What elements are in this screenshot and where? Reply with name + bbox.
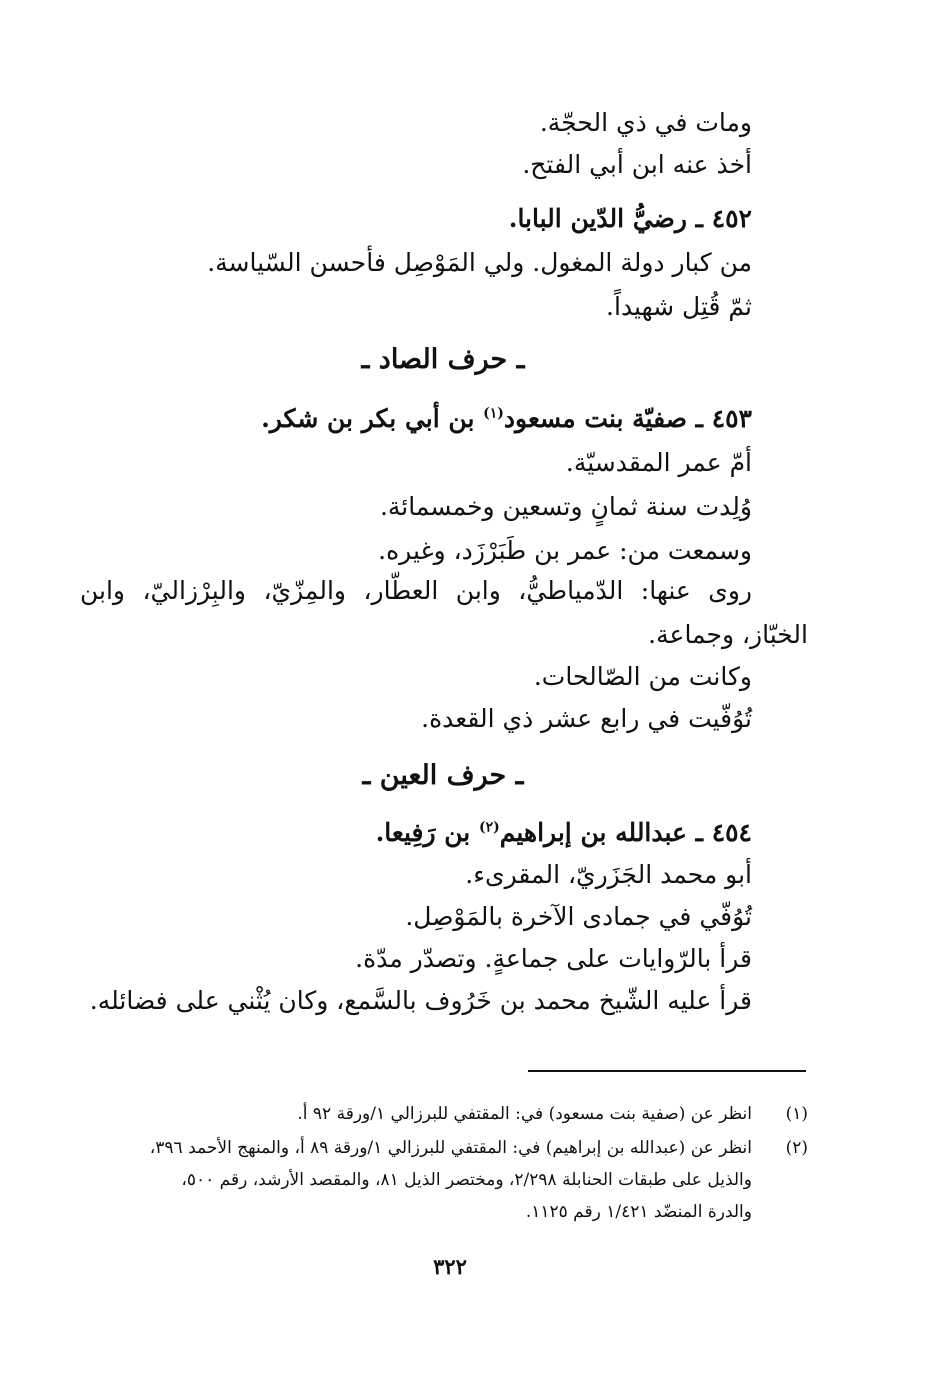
text-line: أمّ عمر المقدسيّة. bbox=[565, 448, 752, 477]
footnote-text-2: انظر عن (عبدالله بن إبراهيم) في: المقتفي للبرزالي ١/ورقة ٨٩ أ، والمنهج الأحمد ٣٩٦، bbox=[149, 1138, 752, 1158]
text-line: قرأ بالرّوايات على جماعةٍ. وتصدّر مدّة. bbox=[355, 944, 752, 973]
entry-name: ٤٥٣ ـ صفيّة بنت مسعود bbox=[503, 404, 752, 433]
text-line: أخذ عنه ابن أبي الفتح. bbox=[522, 150, 752, 179]
text-line: روى عنها: الدّمياطيُّ، وابن العطّار، والمِزّيّ، والبِرْزاليّ، وابن bbox=[80, 576, 752, 605]
entry-heading-454 bbox=[80, 814, 752, 852]
text-line: ومات في ذي الحجّة. bbox=[539, 108, 752, 137]
text-line: وكانت من الصّالحات. bbox=[533, 662, 752, 691]
section-heading-text: ـ حرف الصاد ـ bbox=[361, 344, 525, 375]
section-heading-ain bbox=[0, 756, 940, 796]
text-line: ثمّ قُتِل شهيداً. bbox=[606, 292, 752, 321]
text-line: تُوُفّي في جمادى الآخرة بالمَوْصِل. bbox=[405, 902, 752, 931]
footnote-ref-2[interactable]: (٢) bbox=[478, 819, 500, 836]
page-number bbox=[0, 1252, 940, 1282]
entry-name: ٤٥٤ ـ عبدالله بن إبراهيم bbox=[499, 818, 752, 847]
text-line: أبو محمد الجَزَريّ، المقرىء. bbox=[465, 860, 752, 889]
footnote-divider bbox=[528, 1070, 806, 1072]
footnote-number-1: (١) bbox=[785, 1104, 808, 1124]
entry-name-rest: بن رَفِيعا. bbox=[375, 818, 479, 847]
footnote-number-2: (٢) bbox=[785, 1138, 808, 1158]
footnote-text-1: انظر عن (صفية بنت مسعود) في: المقتفي للبرزالي ١/ورقة ٩٢ أ. bbox=[297, 1104, 752, 1124]
text-line: وُلِدت سنة ثمانٍ وتسعين وخمسمائة. bbox=[379, 492, 752, 521]
section-heading-text: ـ حرف العين ـ bbox=[362, 760, 524, 791]
entry-heading-452: ٤٥٢ ـ رضيُّ الدّين البابا. bbox=[508, 204, 752, 233]
text-line: تُوُفّيت في رابع عشر ذي القعدة. bbox=[421, 704, 752, 733]
text-line: الخبّاز، وجماعة. bbox=[648, 620, 808, 649]
text-line: من كبار دولة المغول. ولي المَوْصِل فأحسن السّياسة. bbox=[207, 248, 752, 277]
text-line: قرأ عليه الشّيخ محمد بن خَرُوف بالسَّمع، وكان يُثْني على فضائله. bbox=[89, 986, 752, 1015]
footnote-ref-1[interactable]: (١) bbox=[483, 405, 504, 422]
section-heading-sad bbox=[0, 340, 940, 380]
footnote-text-2-line-3: والدرة المنضّد ١/٤٢١ رقم ١١٢٥. bbox=[525, 1202, 752, 1222]
entry-heading-453 bbox=[80, 400, 752, 438]
page-number-text: ٣٢٢ bbox=[433, 1254, 467, 1279]
footnote-text-2-line-2: والذيل على طبقات الحنابلة ٢/٢٩٨، ومختصر الذيل ٨١، والمقصد الأرشد، رقم ٥٠٠، bbox=[181, 1170, 752, 1190]
entry-name-rest: بن أبي بكر بن شكر. bbox=[261, 404, 484, 433]
text-line: وسمعت من: عمر بن طَبَرْزَد، وغيره. bbox=[378, 536, 752, 565]
